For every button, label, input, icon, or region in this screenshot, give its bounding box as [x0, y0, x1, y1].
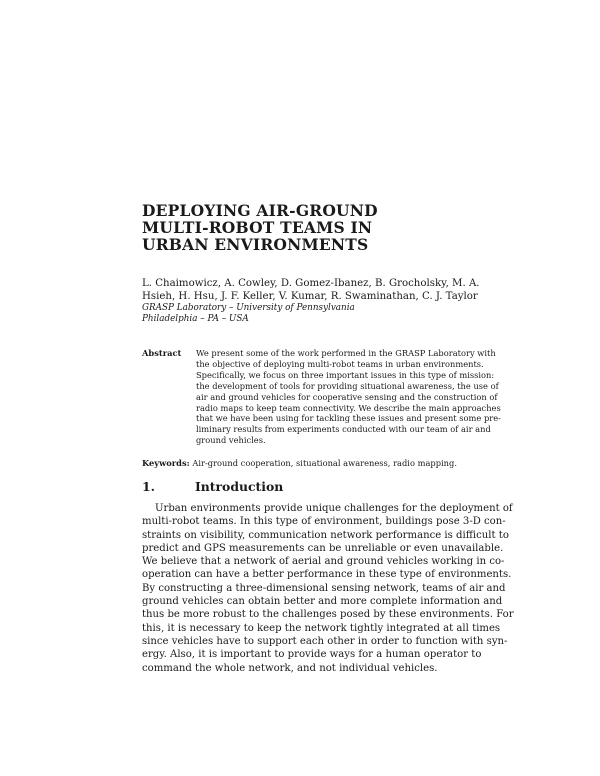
body-line: this, it is necessary to keep the network tightly integrated at all times — [142, 622, 501, 634]
section-body — [142, 502, 514, 675]
body-line: since vehicles have to support each other in order to function with syn- — [142, 635, 508, 647]
body-line: thus be more robust to the challenges posed by these environments. For — [142, 609, 514, 621]
title-line: DEPLOYING AIR-GROUND — [142, 201, 378, 220]
section-heading — [142, 480, 283, 494]
affiliation — [142, 303, 460, 325]
body-line: ground vehicles can obtain better and more complete information and — [142, 596, 503, 608]
title-line: URBAN ENVIRONMENTS — [142, 235, 369, 254]
affiliation-line: GRASP Laboratory – University of Pennsylvania — [142, 303, 355, 313]
abstract-line: the development of tools for providing situational awareness, the use of — [196, 380, 499, 391]
author-line: L. Chaimowicz, A. Cowley, D. Gomez-Ibanez, B. Grocholsky, M. A. — [142, 278, 480, 289]
section-number: 1. — [142, 479, 155, 494]
body-line: predict and GPS measurements can be unreliable or even unavailable. — [142, 542, 504, 554]
title-line: MULTI-ROBOT TEAMS IN — [142, 218, 373, 237]
body-line: straints on visibility, communication network performance is difficult to — [142, 529, 509, 541]
body-line: operation can have a better performance in these type of environments. — [142, 569, 512, 581]
abstract-line: that we have been using for tackling these issues and present some pre- — [196, 413, 501, 424]
body-line: command the whole network, and not individual vehicles. — [142, 662, 438, 674]
keywords — [142, 458, 462, 469]
abstract-line: Specifically, we focus on three important issues in this type of mission: — [196, 369, 495, 380]
keywords-text: Air-ground cooperation, situational awareness, radio mapping. — [192, 458, 457, 468]
body-line: We believe that a network of aerial and ground vehicles working in co- — [142, 556, 505, 568]
author-line: Hsieh, H. Hsu, J. F. Keller, V. Kumar, R. Swaminathan, C. J. Taylor — [142, 291, 478, 302]
author-list — [142, 277, 480, 303]
abstract-line: the objective of deploying multi-robot teams in urban environments. — [196, 358, 484, 369]
affiliation-line: Philadelphia – PA – USA — [142, 314, 249, 324]
body-line: Urban environments provide unique challenges for the deployment of — [155, 503, 513, 514]
section-title: Introduction — [195, 479, 284, 494]
abstract-line: We present some of the work performed in the GRASP Laboratory with — [196, 348, 496, 358]
body-line: multi-robot teams. In this type of environment, buildings pose 3-D con- — [142, 516, 506, 528]
abstract-line: radio maps to keep team connectivity. We describe the main approaches — [196, 402, 501, 413]
body-line: By constructing a three-dimensional sensing network, teams of air and — [142, 582, 506, 594]
abstract-label: Abstract — [142, 348, 182, 358]
abstract-line: air and ground vehicles for cooperative sensing and the construction of — [196, 391, 498, 402]
paper-title — [142, 202, 462, 253]
abstract-line: ground vehicles. — [196, 435, 266, 446]
abstract-body — [196, 348, 501, 446]
abstract-line: liminary results from experiments conducted with our team of air and — [196, 424, 491, 435]
body-line: ergy. Also, it is important to provide ways for a human operator to — [142, 649, 482, 661]
keywords-label: Keywords: — [142, 458, 190, 468]
